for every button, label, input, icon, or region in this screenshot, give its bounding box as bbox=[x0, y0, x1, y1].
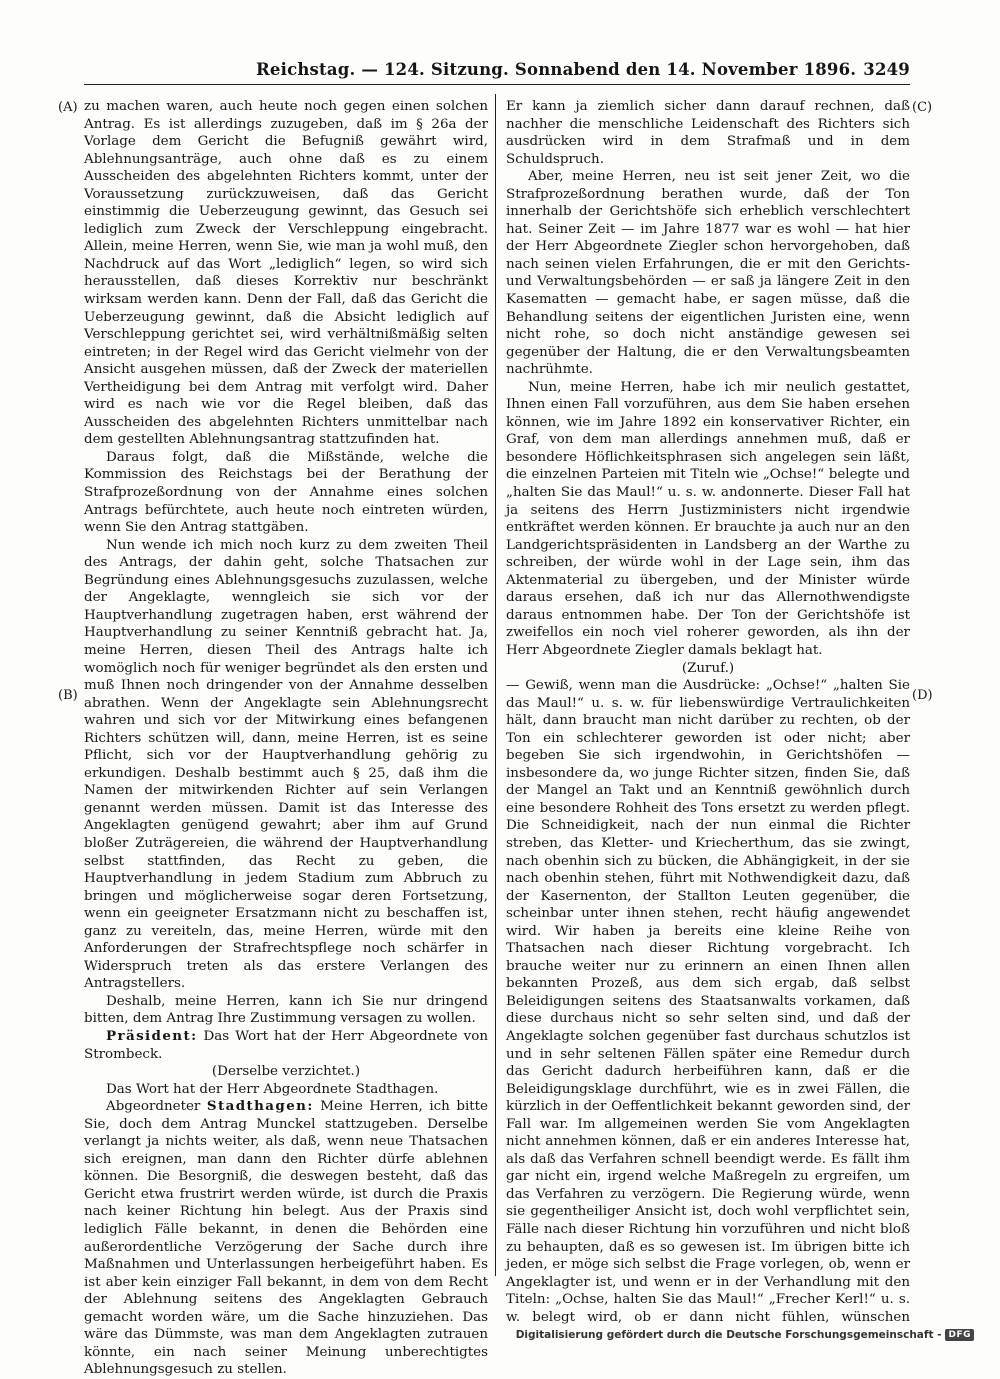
dfg-logo-icon: DFG bbox=[945, 1329, 974, 1341]
speaker-name: Stadthagen: bbox=[206, 1098, 314, 1115]
running-title: Reichstag. — 124. Sitzung. Sonnabend den 14. November 1896. bbox=[256, 60, 857, 79]
footer bbox=[516, 1329, 974, 1341]
column-divider bbox=[495, 94, 496, 1276]
speech-text: Das Wort hat der Herr Abgeordnete von Strombeck. bbox=[84, 1028, 488, 1062]
speaker-prefix: Abgeordneter bbox=[106, 1099, 207, 1115]
margin-mark-b: (B) bbox=[58, 688, 78, 703]
page-header bbox=[84, 58, 910, 82]
speaker-name: Präsident: bbox=[106, 1027, 198, 1044]
paragraph: zu machen waren, auch heute noch gegen einen solchen Antrag. Es ist allerdings zuzugeben, daß im § 26a der Vorlage dem Gericht die Befugniß gewährt wird, Ablehnungsanträge, auch ohne daß es zu einem Ausscheiden des abgelehnten Richters kommt, unter der Voraussetzung zurückzuweisen, daß das Gericht einstimmig die Ueberzeugung gewinnt, das Gesuch sei lediglich zum Zweck der Verschleppung eingebracht. Allein, meine Herren, wenn Sie, wie man ja wohl muß, den Nachdruck auf das Wort „lediglich“ legen, so wird sich herausstellen, daß dieses Korrektiv nur beschränkt wirksam werden kann. Denn der Fall, daß das Gericht die Ueberzeugung gewinnt, daß die Absicht lediglich auf Verschleppung gerichtet sei, wird verhältnißmäßig selten eintreten; in der Regel wird das Gericht vielmehr von der Ansicht ausgehen müssen, daß der Zweck der materiellen Vertheidigung bei dem Antrag mit verfolgt wird. Daher wird es nach wie vor die Regel bleiben, daß das Ausscheiden des abgelehnten Richters unmittelbar nach dem gestellten Ablehnungsantrag stattzufinden hat. bbox=[84, 99, 488, 448]
paragraph: Aber, meine Herren, neu ist seit jener Zeit, wo die Strafprozeßordnung berathen wurde, daß der Ton innerhalb der Gerichtshöfe sich erheblich verschlechtert hat. Seiner Zeit — im Jahre 1877 war es wohl — hat hier der Herr Abgeordnete Ziegler schon hervorgehoben, daß nach seinen vielen Erfahrungen, die er mit den Gerichts- und Verwaltungsbehörden — er saß ja längere Zeit in den Kasematten — gemacht habe, er sagen müsse, daß die Behandlung seitens der eigentlichen Juristen eine, wenn nicht rohe, so doch nicht anständige gewesen sei gegenüber der Haltung, die er den Verwaltungsbeamten nachrühmte. bbox=[506, 169, 910, 378]
paragraph: Nun wende ich mich noch kurz zu dem zweiten Theil des Antrags, der dahin geht, solche Thatsachen zur Begründung eines Ablehnungsgesuchs zuzulassen, welche der Angeklagte, wenngleich sie sich vor der Hauptverhandlung zugetragen haben, erst während der Hauptverhandlung zu seiner Kenntniß gebracht hat. Ja, meine Herren, diesen Theil des Antrags halte ich womöglich noch für weniger begründet als den ersten und muß Ihnen noch dringender von der Annahme desselben abrathen. Wenn der Angeklagte sein Ablehnungsrecht wahren und sich vor der Mitwirkung eines befangenen Richters schützen will, dann, meine Herren, ist es seine Pflicht, sich vor der Hauptverhandlung gehörig zu erkundigen. Deshalb bestimmt auch § 25, daß ihm die Namen der mitwirkenden Richter auf sein Verlangen genannt werden müssen. Damit ist das Interesse des Angeklagten genügend gewahrt; aber ihm auf Grund bloßer Zuträgereien, die während der Hauptverhandlung selbst stattfinden, das Recht zu geben, die Hauptverhandlung in jedem Stadium zum Abbruch zu bringen und möglicherweise sogar deren Fortsetzung, wenn ein geeigneter Ersatzmann nicht zu beschaffen ist, ganz zu vereiteln, das, meine Herren, würde mit den Anforderungen der Strafrechtspflege noch schärfer in Widerspruch treten als das erstere Verlangen des Antragstellers. bbox=[84, 537, 488, 992]
margin-mark-a: (A) bbox=[58, 100, 78, 115]
paragraph: Das Wort hat der Herr Abgeordnete Stadthagen. bbox=[106, 1081, 439, 1097]
paragraph: Daraus folgt, daß die Mißstände, welche die Kommission des Reichstags bei der Berathung der Strafprozeßordnung von der Annahme eines solchen Antrags befürchtete, auch heute noch eintreten würden, wenn Sie den Antrag stattgäben. bbox=[84, 449, 488, 536]
stage-direction: (Zuruf.) bbox=[681, 660, 735, 676]
page-number: 3249 bbox=[863, 60, 910, 79]
margin-mark-d: (D) bbox=[912, 688, 933, 703]
margin-mark-c: (C) bbox=[912, 100, 933, 115]
left-column bbox=[84, 98, 488, 1379]
footer-credit: Digitalisierung gefördert durch die Deutsche Forschungsgemeinschaft - bbox=[515, 1329, 942, 1341]
paragraph: Er kann ja ziemlich sicher dann darauf rechnen, daß nachher die menschliche Leidenschaft des Richters sich ausdrücken wird in dem Strafmaß und in dem Schuldspruch. bbox=[506, 99, 910, 167]
paragraph bbox=[84, 1028, 488, 1063]
speech-text: Meine Herren, ich bitte Sie, doch dem Antrag Munckel stattzugeben. Derselbe verlangt ja nichts weiter, als daß, wenn neue Thatsachen sich ereignen, man dann den Richter dürfe ablehnen können. Die Besorgniß, die deswegen besteht, daß das Gericht etwa frustrirt werden würde, ist durch die Praxis nach keiner Richtung hin belegt. Aus der Praxis sind lediglich Fälle bekannt, in denen die Behörden eine außerordentliche Verzögerung der Sache durch ihre Maßnahmen und Unterlassungen herbeigeführt haben. Es ist aber kein einziger Fall bekannt, in dem von dem Recht der Ablehnung seitens des Angeklagten Gebrauch gemacht worden wäre, um die Sache hinzuziehen. Das wäre das Dümmste, was man dem Angeklagten zutrauen könnte, ein nach seiner Meinung unberechtigtes Ablehnungsgesuch zu stellen. bbox=[84, 1099, 488, 1378]
stage-direction: (Derselbe verzichtet.) bbox=[211, 1064, 361, 1080]
paragraph: — Gewiß, wenn man die Ausdrücke: „Ochse!“ „halten Sie das Maul!“ u. s. w. für liebenswürdige Vertraulichkeiten hält, dann braucht man nicht darüber zu rechten, ob der Ton ein schlechterer geworden ist oder nicht; aber begeben Sie sich irgendwohin, in Gerichtshöfen — insbesondere da, wo junge Richter sitzen, finden Sie, daß der Mangel an Takt und an Kenntniß gewöhnlich durch eine besondere Rohheit des Tons ersetzt zu werden pflegt. Die Schneidigkeit, nach der nun einmal die Richter streben, das Kletter- und Kriecherthum, das sie zwingt, nach obenhin sich zu bücken, die Abhängigkeit, in der sie nach obenhin stehen, führt mit Nothwendigkeit dazu, daß der Kasernenton, der Stallton Leuten gegenüber, die scheinbar unter ihnen stehen, recht häufig angewendet wird. Wir haben ja bereits eine kleine Reihe von Thatsachen nach dieser Richtung vorgebracht. Ich brauche weiter nur zu erinnern an einen Ihnen allen bekannten Prozeß, aus dem sich ergab, daß selbst Beleidigungen seitens des Staatsanwalts vorkamen, daß diese durchaus nicht so sehr selten sind, und daß der Angeklagte solchen gegenüber fast durchaus schutzlos ist und in sehr seltenen Fällen später eine Remedur durch das Gericht dadurch herbeiführen kann, daß er die Beleidigungsklage durchführt, wie es in zwei Fällen, die kürzlich in der Oeffentlichkeit bekannt geworden sind, der Fall war. Im allgemeinen werden Sie vom Angeklagten nicht annehmen können, daß er ein anderes Interesse hat, als daß das Verfahren schnell beendigt werde. Es fällt ihm gar nicht ein, irgend welche Maßregeln zu ergreifen, um das Verfahren zu verzögern. Die Regierung würde, wenn sie gegentheiliger Ansicht ist, doch wohl verpflichtet sein, Fälle nach dieser Richtung hin vorzuführen und nicht bloß zu behaupten, daß es so gewesen ist. Im übrigen bitte ich jeden, er möge sich selbst die Frage vorlegen, ob, wenn er Angeklagter ist, und wenn er in der Verhandlung mit den Titeln: „Ochse, halten Sie das Maul!“ „Frecher Kerl!“ u. s. w. belegt wird, ob er dann nicht fühlen, wünschen bbox=[506, 678, 910, 1325]
paragraph bbox=[84, 1098, 488, 1379]
paragraph: Deshalb, meine Herren, kann ich Sie nur dringend bitten, dem Antrag Ihre Zustimmung versagen zu wollen. bbox=[84, 993, 488, 1027]
paragraph: Nun, meine Herren, habe ich mir neulich gestattet, Ihnen einen Fall vorzuführen, aus dem Sie haben ersehen können, wie im Jahre 1892 ein konservativer Richter, ein Graf, von dem man allerdings annehmen muß, daß er besondere Höflichkeitsphrasen sich angelegen sein läßt, die einzelnen Parteien mit Titeln wie „Ochse!“ belegte und „halten Sie das Maul!“ u. s. w. andonnerte. Dieser Fall hat ja seitens des Herrn Justizministers nicht irgendwie entkräftet werden können. Er brauchte ja auch nur an den Landgerichtspräsidenten in Landsberg an der Warthe zu schreiben, der würde wohl in der Lage sein, ihm das Aktenmaterial zu übergeben, und der Minister würde daraus ersehen, daß ich nur das Allernothwendigste daraus entnommen habe. Der Ton der Gerichtshöfe ist zweifellos ein noch viel roherer geworden, als ihn der Herr Abgeordnete Ziegler damals beklagt hat. bbox=[506, 379, 910, 658]
right-column bbox=[506, 98, 910, 1326]
header-rule bbox=[84, 84, 910, 85]
